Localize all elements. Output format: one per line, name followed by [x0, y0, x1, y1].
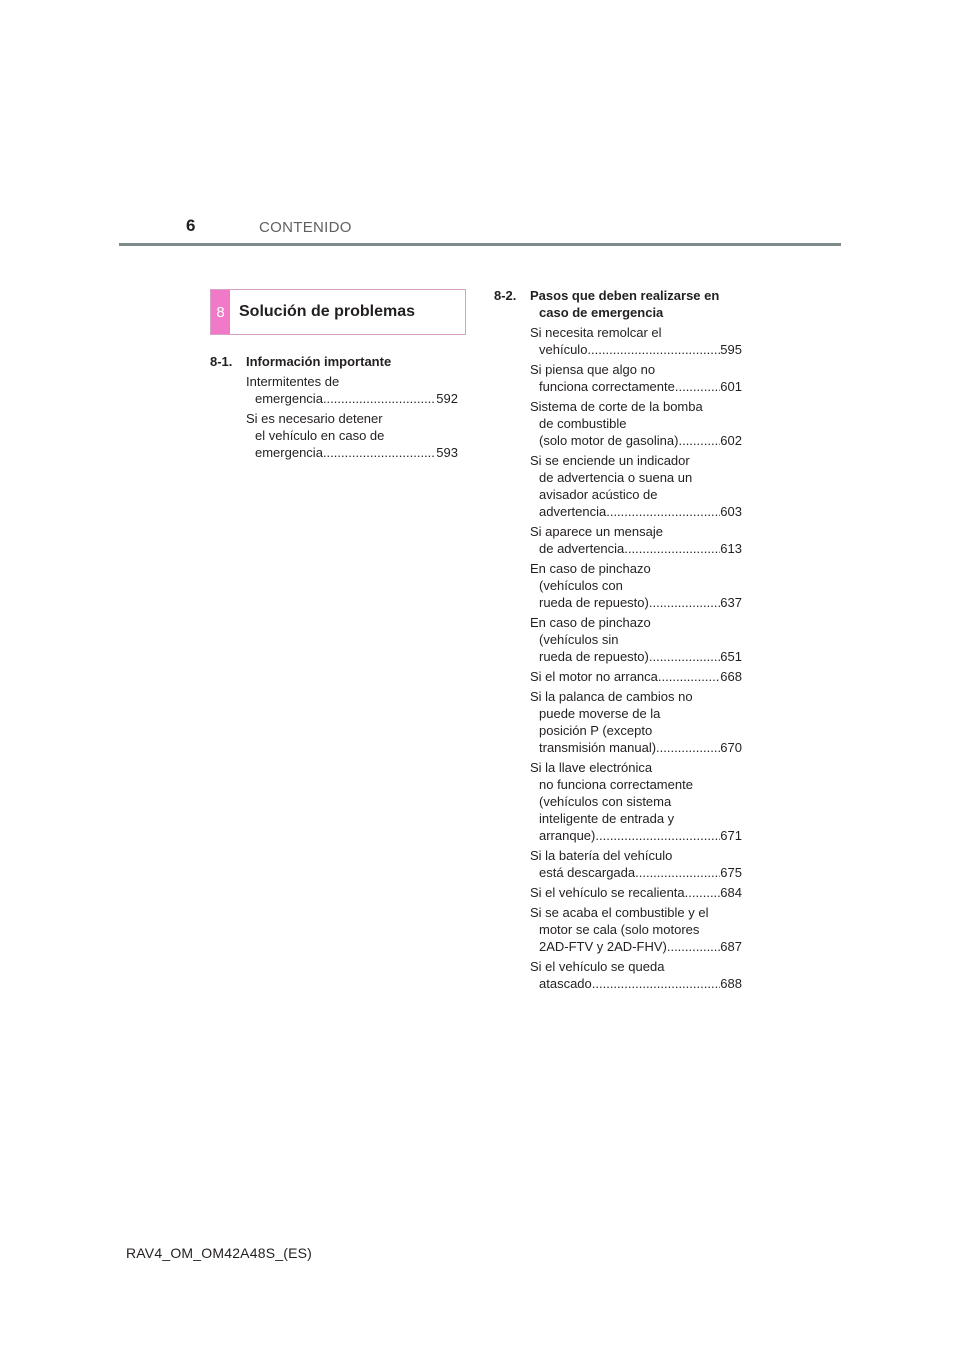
- subsection-title: Pasos que deben realizarse en caso de emergencia: [530, 288, 720, 320]
- toc-entry[interactable]: [246, 373, 458, 407]
- toc-entry[interactable]: [530, 560, 742, 611]
- dot-leader: [635, 864, 720, 881]
- toc-entry-list: [494, 324, 742, 992]
- dot-leader: [649, 648, 720, 665]
- header-title: CONTENIDO: [259, 219, 352, 236]
- toc-entry-text: emergencia: [255, 445, 323, 460]
- toc-entry-text: Intermitentes de: [246, 374, 340, 389]
- toc-entry-last-line: [530, 432, 742, 449]
- toc-entry-text: En caso de pinchazo: [530, 615, 651, 630]
- toc-entry-page: 687: [720, 939, 742, 954]
- toc-entry-last-line: [530, 739, 742, 756]
- toc-entry-page: 670: [720, 740, 742, 755]
- toc-entry-page: 651: [720, 649, 742, 664]
- toc-entry-text: de advertencia: [539, 541, 625, 556]
- toc-entry-text: Si aparece un mensaje: [530, 524, 663, 539]
- toc-entry-text: motor se cala (solo motores: [539, 922, 700, 937]
- toc-entry-text: transmisión manual): [539, 740, 657, 755]
- toc-entry-text: atascado: [539, 976, 592, 991]
- subsection-number: 8-1.: [210, 354, 233, 369]
- toc-entry[interactable]: [530, 668, 742, 685]
- toc-entry-text: vehículo: [539, 342, 588, 357]
- subsection-heading: [494, 287, 742, 321]
- toc-entry-page: 684: [720, 885, 742, 900]
- toc-entry-page: 601: [720, 379, 742, 394]
- toc-entry-text: avisador acústico de: [539, 487, 658, 502]
- toc-entry[interactable]: [530, 884, 742, 901]
- toc-entry-text: Si se enciende un indicador: [530, 453, 690, 468]
- toc-left-column: [210, 353, 458, 464]
- toc-entry[interactable]: [246, 410, 458, 461]
- dot-leader: [624, 540, 720, 557]
- toc-entry-text: Si piensa que algo no: [530, 362, 656, 377]
- toc-entry-page: 603: [720, 504, 742, 519]
- toc-entry-text: de advertencia o suena un: [539, 470, 693, 485]
- toc-right-column: [494, 287, 742, 995]
- toc-entry-last-line: [246, 444, 458, 461]
- toc-entry-last-line: [530, 594, 742, 611]
- toc-entry-last-line: [530, 668, 742, 685]
- dot-leader: [592, 975, 721, 992]
- dot-leader: [595, 827, 720, 844]
- toc-entry-page: 602: [720, 433, 742, 448]
- toc-entry[interactable]: [530, 958, 742, 992]
- toc-entry-last-line: [530, 503, 742, 520]
- toc-entry-page: 593: [436, 445, 458, 460]
- dot-leader: [323, 444, 436, 461]
- toc-entry-page: 613: [720, 541, 742, 556]
- toc-entry-last-line: [530, 827, 742, 844]
- toc-entry-text: Si el vehículo se queda: [530, 959, 665, 974]
- toc-entry-text: no funciona correctamente: [539, 777, 693, 792]
- toc-entry-page: 668: [720, 669, 742, 684]
- toc-entry-last-line: [530, 864, 742, 881]
- dot-leader: [606, 503, 720, 520]
- toc-entry-text: Si es necesario detener: [246, 411, 383, 426]
- section-title: Solución de problemas: [239, 303, 416, 320]
- toc-entry-text: (vehículos sin: [539, 632, 619, 647]
- toc-entry-list: [210, 373, 458, 461]
- toc-entry[interactable]: [530, 452, 742, 520]
- toc-entry-text: Si la palanca de cambios no: [530, 689, 693, 704]
- toc-entry-text: Si el vehículo se recalienta: [530, 885, 685, 900]
- toc-entry-text: (solo motor de gasolina): [539, 433, 679, 448]
- toc-entry-text: advertencia: [539, 504, 607, 519]
- section-heading-box: [210, 289, 466, 335]
- toc-entry-page: 688: [720, 976, 742, 991]
- toc-entry[interactable]: [530, 523, 742, 557]
- subsection-title: Información importante: [246, 354, 392, 369]
- toc-entry[interactable]: [530, 398, 742, 449]
- toc-entry[interactable]: [530, 324, 742, 358]
- toc-entry-text: posición P (excepto: [539, 723, 653, 738]
- toc-entry-text: funciona correctamente: [539, 379, 675, 394]
- toc-entry-text: Si el motor no arranca: [530, 669, 658, 684]
- toc-entry-text: arranque): [539, 828, 596, 843]
- toc-entry-last-line: [530, 884, 742, 901]
- subsection-heading: [210, 353, 458, 370]
- toc-entry-page: 595: [720, 342, 742, 357]
- dot-leader: [649, 594, 720, 611]
- toc-entry-text: En caso de pinchazo: [530, 561, 651, 576]
- subsection-number: 8-2.: [494, 288, 517, 303]
- section-number-tab: 8: [211, 290, 230, 334]
- toc-entry-page: 592: [436, 391, 458, 406]
- toc-entry-page: 671: [720, 828, 742, 843]
- toc-entry[interactable]: [530, 759, 742, 844]
- toc-entry-text: (vehículos con: [539, 578, 623, 593]
- toc-entry-last-line: [530, 378, 742, 395]
- toc-entry[interactable]: [530, 361, 742, 395]
- toc-entry-text: (vehículos con sistema: [539, 794, 672, 809]
- toc-entry-text: Si la llave electrónica: [530, 760, 653, 775]
- toc-entry-page: 637: [720, 595, 742, 610]
- toc-entry-last-line: [530, 938, 742, 955]
- toc-entry-last-line: [530, 540, 742, 557]
- toc-entry-last-line: [246, 390, 458, 407]
- toc-entry-text: está descargada: [539, 865, 636, 880]
- dot-leader: [323, 390, 436, 407]
- toc-entry-text: inteligente de entrada y: [539, 811, 675, 826]
- dot-leader: [675, 378, 720, 395]
- toc-entry-last-line: [530, 975, 742, 992]
- toc-entry-text: emergencia: [255, 391, 323, 406]
- toc-entry[interactable]: [530, 614, 742, 665]
- toc-entry-text: Si la batería del vehículo: [530, 848, 673, 863]
- toc-entry-text: rueda de repuesto): [539, 595, 649, 610]
- toc-entry-text: Si se acaba el combustible y el: [530, 905, 709, 920]
- toc-entry-text: rueda de repuesto): [539, 649, 649, 664]
- toc-entry-text: puede moverse de la: [539, 706, 661, 721]
- dot-leader: [667, 938, 720, 955]
- toc-entry-last-line: [530, 648, 742, 665]
- toc-entry-text: Sistema de corte de la bomba: [530, 399, 703, 414]
- toc-entry-page: 675: [720, 865, 742, 880]
- footer-doc-code: RAV4_OM_OM42A48S_(ES): [126, 1245, 313, 1261]
- toc-entry-text: Si necesita remolcar el: [530, 325, 662, 340]
- page-number: 6: [186, 216, 196, 235]
- toc-entry-text: de combustible: [539, 416, 627, 431]
- dot-leader: [678, 432, 720, 449]
- toc-entry[interactable]: [530, 847, 742, 881]
- toc-entry-text: el vehículo en caso de: [255, 428, 385, 443]
- toc-entry-last-line: [530, 341, 742, 358]
- toc-entry[interactable]: [530, 688, 742, 756]
- toc-entry-text: 2AD-FTV y 2AD-FHV): [539, 939, 667, 954]
- toc-entry[interactable]: [530, 904, 742, 955]
- dot-leader: [658, 668, 720, 685]
- dot-leader: [587, 341, 720, 358]
- dot-leader: [685, 884, 721, 901]
- header-rule: [119, 243, 841, 246]
- dot-leader: [656, 739, 720, 756]
